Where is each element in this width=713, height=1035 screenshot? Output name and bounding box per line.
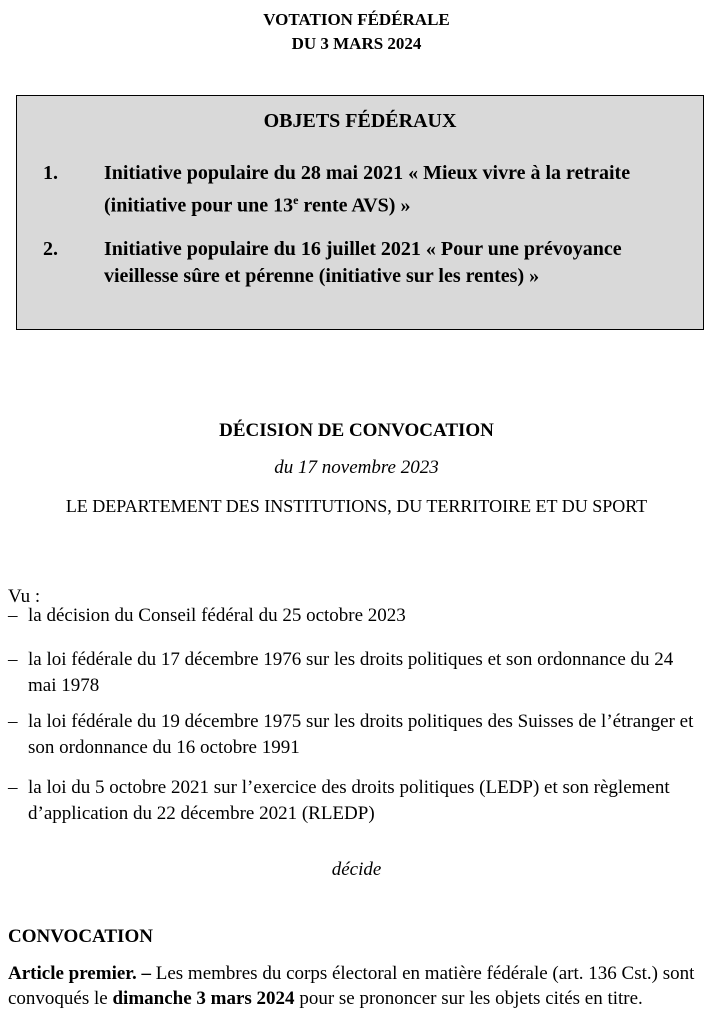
federal-object-superscript: e: [293, 193, 299, 207]
dash-marker: –: [8, 649, 18, 670]
federal-objects-box: [16, 95, 704, 330]
document-title-line-2: DU 3 MARS 2024: [291, 34, 422, 53]
article-text: Les membres du corps électoral en matière fédérale (art. 136 Cst.) sont convoqués le: [8, 963, 695, 1009]
list-item-text: la loi fédérale du 17 décembre 1976 sur les droits politiques et son ordonnance du 24 mai 1978: [28, 649, 674, 696]
federal-object-text: [104, 160, 653, 220]
vu-label: Vu :: [8, 586, 41, 607]
federal-object-text-part: Initiative populaire du 28 mai 2021 « Mieux vivre à la retraite (initiative pour une 13: [104, 162, 631, 217]
list-item-text: la loi du 5 octobre 2021 sur l’exercice des droits politiques (LEDP) et son règlement d’application du 22 décembre 2021 (RLEDP): [28, 777, 670, 824]
federal-object-text: Initiative populaire du 16 juillet 2021 « Pour une prévoyance vieillesse sûre et pérenne (initiative sur les rentes) »: [104, 238, 622, 287]
federal-object-text-part: rente AVS) »: [298, 194, 411, 217]
federal-object-number: 1.: [43, 162, 58, 184]
convocation-heading: CONVOCATION: [8, 926, 153, 947]
dash-marker: –: [8, 605, 18, 626]
list-item-text: la loi fédérale du 19 décembre 1975 sur les droits politiques des Suisses de l’étranger et son ordonnance du 16 octobre 1991: [28, 711, 694, 758]
article-label: Article premier. –: [8, 963, 151, 984]
decision-date: du 17 novembre 2023: [274, 457, 439, 478]
list-item-text: la décision du Conseil fédéral du 25 octobre 2023: [28, 605, 406, 626]
decide-word: décide: [331, 859, 382, 880]
article-first-paragraph: [8, 961, 698, 1011]
federal-objects-heading: OBJETS FÉDÉRAUX: [263, 110, 457, 132]
document-title-line-1: VOTATION FÉDÉRALE: [263, 10, 450, 29]
decision-title: DÉCISION DE CONVOCATION: [219, 420, 494, 441]
dash-marker: –: [8, 777, 18, 798]
federal-object-number: 2.: [43, 238, 58, 260]
vote-date: dimanche 3 mars 2024: [112, 988, 295, 1009]
department-name: LE DEPARTEMENT DES INSTITUTIONS, DU TERRITOIRE ET DU SPORT: [65, 496, 648, 516]
dash-marker: –: [8, 711, 18, 732]
article-text: pour se prononcer sur les objets cités en titre.: [294, 988, 643, 1009]
